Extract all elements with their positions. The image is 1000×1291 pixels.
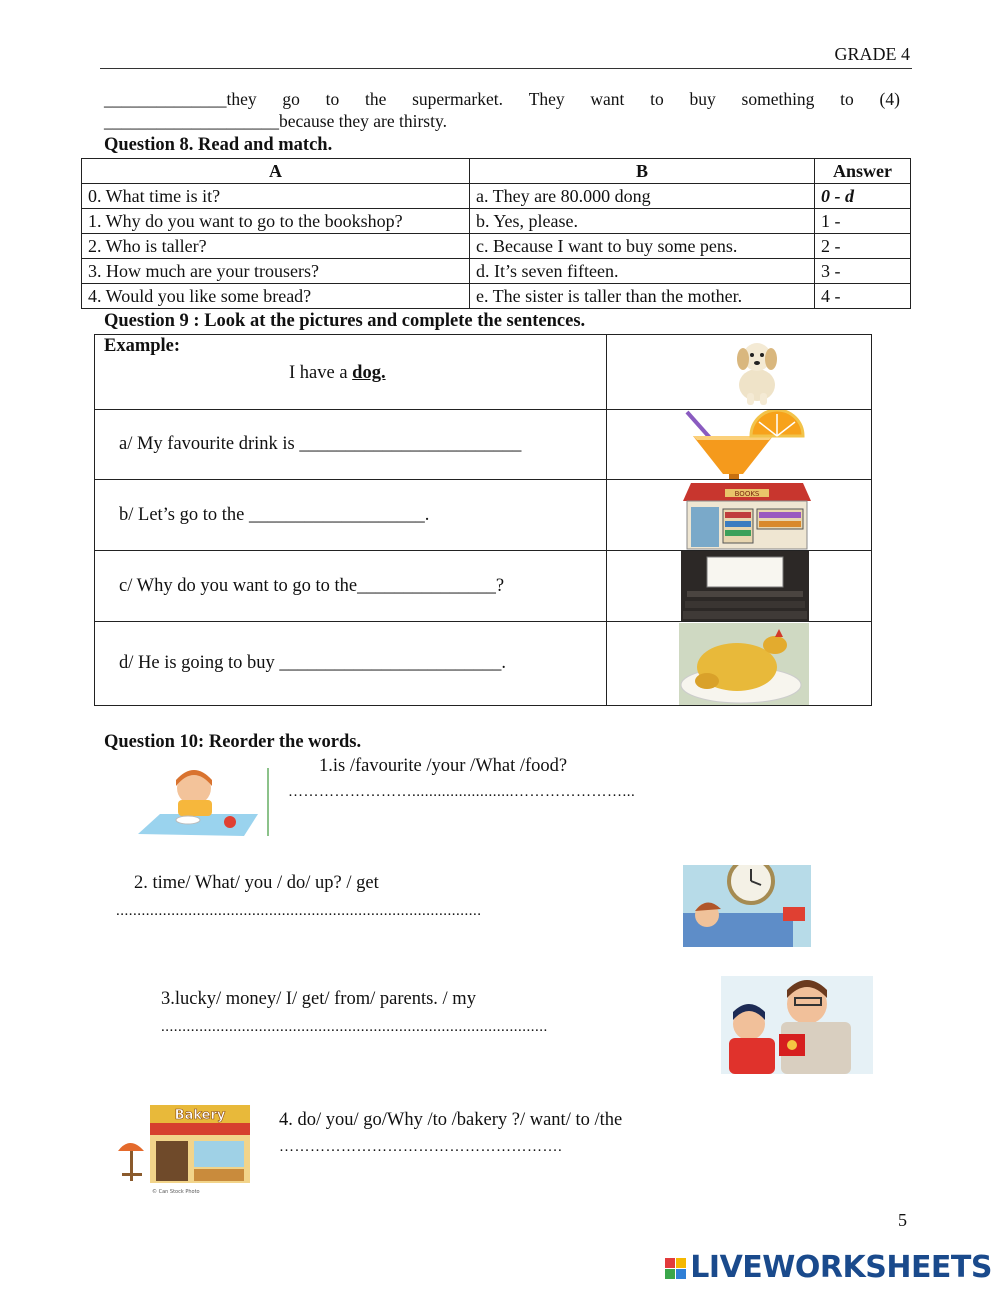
- q8-title: Question 8. Read and match.: [104, 135, 333, 155]
- example-prefix: I have a: [289, 363, 353, 383]
- grade-label: GRADE 4: [834, 44, 910, 64]
- col-a-header: A: [82, 159, 470, 184]
- table-row: [82, 234, 911, 259]
- passage-word: (4): [879, 89, 900, 109]
- item-text-cell[interactable]: d/ He is going to buy ________________________.: [95, 622, 607, 706]
- example-sentence: [289, 363, 605, 384]
- logo-boxes-icon: [665, 1258, 686, 1279]
- q9-title: Question 9 : Look at the pictures and complete the sentences.: [104, 311, 586, 331]
- item-text-cell[interactable]: b/ Let’s go to the ___________________.: [95, 480, 607, 551]
- table-row: [82, 284, 911, 309]
- roast-chicken-icon: [679, 623, 809, 705]
- table-row: [95, 622, 872, 706]
- example-label: Example:: [104, 336, 181, 356]
- table-row: [82, 209, 911, 234]
- answer-line[interactable]: ……………………………………………….: [279, 1139, 563, 1155]
- match-table: [81, 158, 911, 309]
- dog-picture-cell: [607, 335, 872, 410]
- alarm-clock-wakeup-icon: [683, 865, 811, 947]
- liveworksheets-logo[interactable]: [665, 1250, 992, 1285]
- q10-title: Question 10: Reorder the words.: [104, 732, 362, 752]
- passage-word: to: [325, 89, 340, 109]
- bookshop-icon: [679, 481, 815, 551]
- table-row: [82, 184, 911, 209]
- cinema-icon: [681, 551, 809, 621]
- table-row: [95, 480, 872, 551]
- question-cell: 2. Who is taller?: [82, 234, 470, 259]
- passage-word: ______________they: [104, 89, 257, 109]
- option-cell: d. It’s seven fifteen.: [470, 259, 815, 284]
- option-cell: b. Yes, please.: [470, 209, 815, 234]
- orange-juice-icon: [679, 410, 811, 480]
- image-credit: © Can Stock Photo: [152, 1189, 200, 1195]
- passage-word: buy: [689, 89, 716, 109]
- bakery-sign: Bakery: [174, 1108, 226, 1123]
- lucky-money-icon: [721, 976, 873, 1074]
- passage-word: the: [364, 89, 387, 109]
- juice-picture-cell: [607, 410, 872, 480]
- example-answer: dog.: [352, 363, 386, 383]
- question-cell: 3. How much are your trousers?: [82, 259, 470, 284]
- answer-line[interactable]: ......................................................................................: [116, 903, 482, 919]
- dog-icon: [725, 337, 789, 407]
- table-row: [95, 335, 872, 410]
- col-answer-header: Answer: [815, 159, 911, 184]
- passage-word: They: [528, 89, 565, 109]
- passage-line-2: ____________________because they are thirsty.: [104, 111, 447, 131]
- passage-word: supermarket.: [412, 89, 503, 109]
- option-cell: e. The sister is taller than the mother.: [470, 284, 815, 309]
- reorder-item-text: 2. time/ What/ you / do/ up? / get: [134, 873, 379, 893]
- item-text-cell[interactable]: a/ My favourite drink is ________________________: [95, 410, 607, 480]
- reorder-item-text: 3.lucky/ money/ I/ get/ from/ parents. / my: [161, 989, 476, 1009]
- example-cell: [95, 335, 607, 410]
- chicken-picture-cell: [607, 622, 872, 706]
- answer-cell[interactable]: 2 -: [815, 234, 911, 259]
- answer-cell: 0 - d: [815, 184, 911, 209]
- table-row: [82, 259, 911, 284]
- picture-table: [94, 334, 872, 706]
- question-cell: 0. What time is it?: [82, 184, 470, 209]
- passage-word: to: [840, 89, 854, 109]
- page-number: 5: [898, 1210, 907, 1230]
- answer-line[interactable]: ...........................................................................................: [161, 1019, 548, 1035]
- item-text-cell[interactable]: c/ Why do you want to go to the_______________?: [95, 551, 607, 622]
- shop-sign: BOOKS: [734, 490, 760, 498]
- answer-cell[interactable]: 4 -: [815, 284, 911, 309]
- brand-name: LIVEWORKSHEETS: [690, 1250, 992, 1285]
- table-row: [95, 410, 872, 480]
- col-b-header: B: [470, 159, 815, 184]
- reorder-item-text: 4. do/ you/ go/Why /to /bakery ?/ want/ to /the: [279, 1110, 623, 1130]
- bookshop-picture-cell: [607, 480, 872, 551]
- table-row: [95, 551, 872, 622]
- match-table-header: [82, 159, 911, 184]
- passage-word: go: [282, 89, 300, 109]
- answer-cell[interactable]: 1 -: [815, 209, 911, 234]
- answer-line[interactable]: ……………………........................…………………...: [288, 784, 636, 800]
- option-cell: a. They are 80.000 dong: [470, 184, 815, 209]
- passage-line-1: [104, 89, 900, 110]
- question-cell: 1. Why do you want to go to the bookshop?: [82, 209, 470, 234]
- bakery-icon: [116, 1103, 252, 1195]
- girl-eating-icon: [138, 764, 274, 840]
- question-cell: 4. Would you like some bread?: [82, 284, 470, 309]
- header-divider: [100, 68, 912, 69]
- cinema-picture-cell: [607, 551, 872, 622]
- option-cell: c. Because I want to buy some pens.: [470, 234, 815, 259]
- answer-cell[interactable]: 3 -: [815, 259, 911, 284]
- passage-word: want: [590, 89, 625, 109]
- passage-word: to: [650, 89, 664, 109]
- reorder-item-text: 1.is /favourite /your /What /food?: [319, 756, 568, 776]
- passage-word: something: [741, 89, 815, 109]
